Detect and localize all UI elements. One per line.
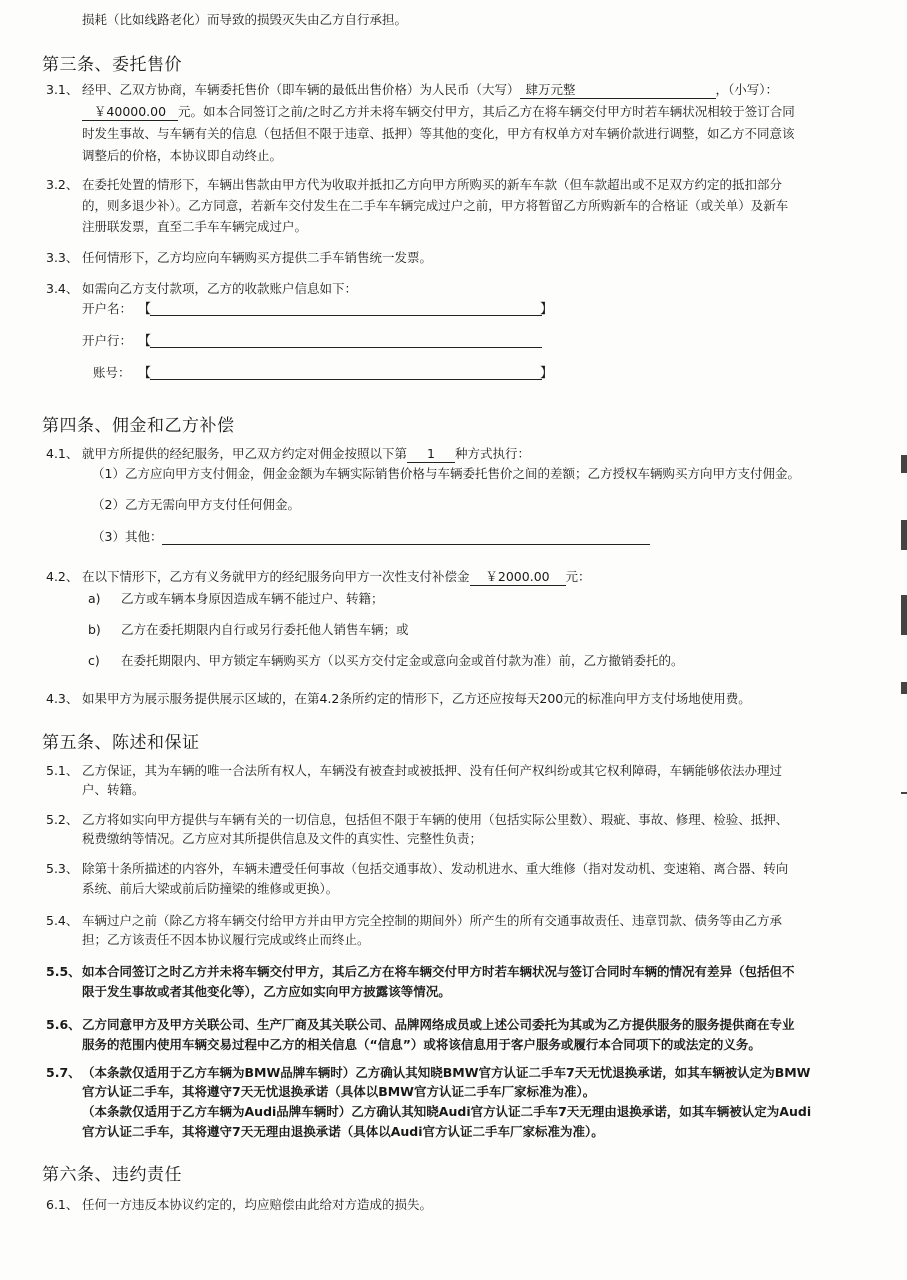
- article-3-title: 第三条、委托售价: [42, 55, 182, 75]
- sub-item-b-label: b): [88, 622, 101, 637]
- clause-3-3-line-1: 任何情形下，乙方均应向车辆购买方提供二手车销售统一发票。: [82, 250, 433, 265]
- clause-3-1-line-4: 调整后的价格，本协议即自动终止。: [82, 148, 283, 163]
- price-in-figures: ￥40000.00: [82, 104, 178, 121]
- clause-4-3-number: 4.3、: [46, 691, 79, 706]
- sub-item-a-text: 乙方或车辆本身原因造成车辆不能过户、转籍；: [121, 591, 384, 606]
- commission-option-3-label: （3）其他：: [92, 529, 163, 544]
- clause-4-1-text-a: 就甲方所提供的经纪服务，甲乙双方约定对佣金按照以下第: [82, 446, 408, 461]
- clause-5-1-line-1: 乙方保证，其为车辆的唯一合法所有权人，车辆没有被查封或被抵押、没有任何产权纠纷或其它权利障碍，车辆能够依法办理过: [82, 763, 783, 778]
- clause-5-1-number: 5.1、: [46, 763, 79, 778]
- account-name-label: 开户名：: [82, 301, 133, 316]
- clause-3-4-line-1: 如需向乙方支付款项，乙方的收款账户信息如下：: [82, 281, 358, 296]
- sub-item-a-label: a): [88, 591, 101, 606]
- clause-3-2-line-3: 注册联发票，直至二手车车辆完成过户。: [82, 219, 308, 234]
- clause-4-1-line-1: [82, 444, 530, 463]
- clause-3-2-line-2: 的，则多退少补）。乙方同意，若新车交付发生在二手车车辆完成过户之前，甲方将暂留乙方所购新车的合格证（或关单）及新车: [82, 198, 789, 213]
- compensation-amount: ￥2000.00: [470, 569, 566, 586]
- account-bank-left-bracket: 【: [138, 334, 152, 349]
- clause-5-3-line-2: 系统、前后大梁或前后防撞梁的维修或更换）。: [82, 881, 339, 896]
- clause-5-7-line-1: （本条款仅适用于乙方车辆为BMW品牌车辆时）乙方确认其知晓BMW官方认证二手车7天无忧退换承诺，如其车辆被认定为BMW: [82, 1065, 811, 1080]
- scan-edge-mark: [901, 595, 907, 635]
- account-number-right-bracket: 】: [540, 366, 554, 381]
- scan-edge-mark: [901, 455, 907, 473]
- clause-5-4-number: 5.4、: [46, 913, 79, 928]
- clause-5-5-number: 5.5、: [46, 964, 81, 979]
- clause-5-3-number: 5.3、: [46, 861, 79, 876]
- sub-item-c-text: 在委托期限内、甲方锁定车辆购买方（以买方交付定金或意向金或首付款为准）前，乙方撤销委托的。: [121, 653, 684, 668]
- account-name-blank[interactable]: [150, 315, 542, 316]
- clause-5-7-line-3: （本条款仅适用于乙方车辆为Audi品牌车辆时）乙方确认其知晓Audi官方认证二手车7天无理由退换承诺，如其车辆被认定为Audi: [82, 1104, 812, 1119]
- clause-3-1-number: 3.1、: [46, 82, 79, 97]
- article-5-title: 第五条、陈述和保证: [42, 733, 200, 753]
- clause-4-1-text-b: 种方式执行：: [455, 446, 531, 461]
- clause-5-7-number: 5.7、: [46, 1065, 81, 1080]
- commission-option-2: （2）乙方无需向甲方支付任何佣金。: [92, 497, 300, 512]
- clause-3-3-number: 3.3、: [46, 250, 79, 265]
- clause-3-1-text-a: 经甲、乙双方协商，车辆委托售价（即车辆的最低出售价格）为人民币（大写）: [82, 82, 520, 97]
- account-number-left-bracket: 【: [138, 366, 152, 381]
- account-bank-blank[interactable]: [150, 347, 542, 348]
- account-number-label: 账号：: [93, 365, 131, 380]
- clause-4-2-number: 4.2、: [46, 569, 79, 584]
- clause-4-2-line-1: [82, 567, 591, 586]
- account-number-blank[interactable]: [150, 379, 542, 380]
- clause-3-1-line-2: [82, 102, 795, 121]
- clause-4-3-line-1: 如果甲方为展示服务提供展示区域的，在第4.2条所约定的情形下，乙方还应按每天200元的标准向甲方支付场地使用费。: [82, 691, 751, 706]
- clause-3-1-line-1: [82, 80, 778, 99]
- clause-3-2-number: 3.2、: [46, 177, 79, 192]
- sub-item-b-text: 乙方在委托期限内自行或另行委托他人销售车辆；或: [121, 622, 409, 637]
- clause-5-2-number: 5.2、: [46, 812, 79, 827]
- clause-5-7-line-2: 官方认证二手车，其将遵守7天无忧退换承诺（具体以BMW官方认证二手车厂家标准为准）。: [82, 1084, 596, 1099]
- clause-3-1-text-b: ，（小写）：: [715, 82, 779, 97]
- clause-5-6-number: 5.6、: [46, 1017, 81, 1032]
- clause-6-1-line-1: 任何一方违反本协议约定的，均应赔偿由此给对方造成的损失。: [82, 1197, 433, 1212]
- clause-5-6-line-1: 乙方同意甲方及甲方关联公司、生产厂商及其关联公司、品牌网络成员或上述公司委托为其或为乙方提供服务的服务提供商在专业: [82, 1017, 795, 1032]
- clause-3-4-number: 3.4、: [46, 281, 79, 296]
- clause-5-1-line-2: 户、转籍。: [82, 782, 145, 797]
- account-name-right-bracket: 】: [540, 302, 554, 317]
- clause-5-2-line-2: 税费缴纳等情况。乙方应对其所提供信息及文件的真实性、完整性负责；: [82, 831, 483, 846]
- price-in-words: 肆万元整: [520, 82, 716, 99]
- clause-3-1-text-c: 元。如本合同签订之前/之时乙方并未将车辆交付甲方，其后乙方在将车辆交付甲方时若车辆状况相较于签订合同: [178, 104, 795, 119]
- clause-3-1-line-3: 时发生事故、与车辆有关的信息（包括但不限于违章、抵押）等其他的变化，甲方有权单方对车辆价款进行调整，如乙方不同意该: [82, 126, 795, 141]
- clause-6-1-number: 6.1、: [46, 1197, 79, 1212]
- account-name-left-bracket: 【: [138, 302, 152, 317]
- article-4-title: 第四条、佣金和乙方补偿: [42, 416, 235, 436]
- clause-5-2-line-1: 乙方将如实向甲方提供与车辆有关的一切信息，包括但不限于车辆的使用（包括实际公里数）、瑕疵、事故、修理、检验、抵押、: [82, 812, 789, 827]
- clause-5-5-line-2: 限于发生事故或者其他变化等），乙方应如实向甲方披露该等情况。: [82, 984, 451, 999]
- article-6-title: 第六条、违约责任: [42, 1165, 182, 1185]
- clause-5-4-line-2: 担；乙方该责任不因本协议履行完成或终止而终止。: [82, 932, 370, 947]
- commission-option-3-blank[interactable]: [162, 544, 650, 545]
- clause-4-2-text-b: 元：: [565, 569, 591, 584]
- commission-option-1: （1）乙方应向甲方支付佣金，佣金金额为车辆实际销售价格与车辆委托售价之间的差额；乙方授权车辆购买方向甲方支付佣金。: [92, 466, 800, 481]
- clause-5-3-line-1: 除第十条所描述的内容外，车辆未遭受任何事故（包括交通事故）、发动机进水、重大维修（指对发动机、变速箱、离合器、转向: [82, 861, 789, 876]
- scan-edge-mark: [901, 520, 907, 550]
- account-bank-label: 开户行：: [82, 333, 133, 348]
- clause-4-2-text-a: 在以下情形下，乙方有义务就甲方的经纪服务向甲方一次性支付补偿金: [82, 569, 470, 584]
- clause-5-4-line-1: 车辆过户之前（除乙方将车辆交付给甲方并由甲方完全控制的期间外）所产生的所有交通事故责任、违章罚款、债务等由乙方承: [82, 913, 783, 928]
- intro-tail-text: 损耗（比如线路老化）而导致的损毁灭失由乙方自行承担。: [82, 12, 408, 27]
- clause-3-2-line-1: 在委托处置的情形下，车辆出售款由甲方代为收取并抵扣乙方向甲方所购买的新车车款（但车款超出或不足双方约定的抵扣部分: [82, 177, 783, 192]
- clause-5-7-line-4: 官方认证二手车，其将遵守7天无理由退换承诺（具体以Audi官方认证二手车厂家标准为准）。: [82, 1124, 604, 1139]
- sub-item-c-label: c): [88, 653, 100, 668]
- scan-edge-mark: [901, 792, 907, 794]
- clause-4-1-number: 4.1、: [46, 446, 79, 461]
- scan-edge-mark: [901, 682, 907, 694]
- commission-method-choice: 1: [407, 446, 455, 463]
- clause-5-6-line-2: 服务的范围内使用车辆交易过程中乙方的相关信息（“信息”）或将该信息用于客户服务或履行本合同项下的或法定的义务。: [82, 1037, 761, 1052]
- clause-5-5-line-1: 如本合同签订之时乙方并未将车辆交付甲方，其后乙方在将车辆交付甲方时若车辆状况与签订合同时车辆的情况有差异（包括但不: [82, 964, 795, 979]
